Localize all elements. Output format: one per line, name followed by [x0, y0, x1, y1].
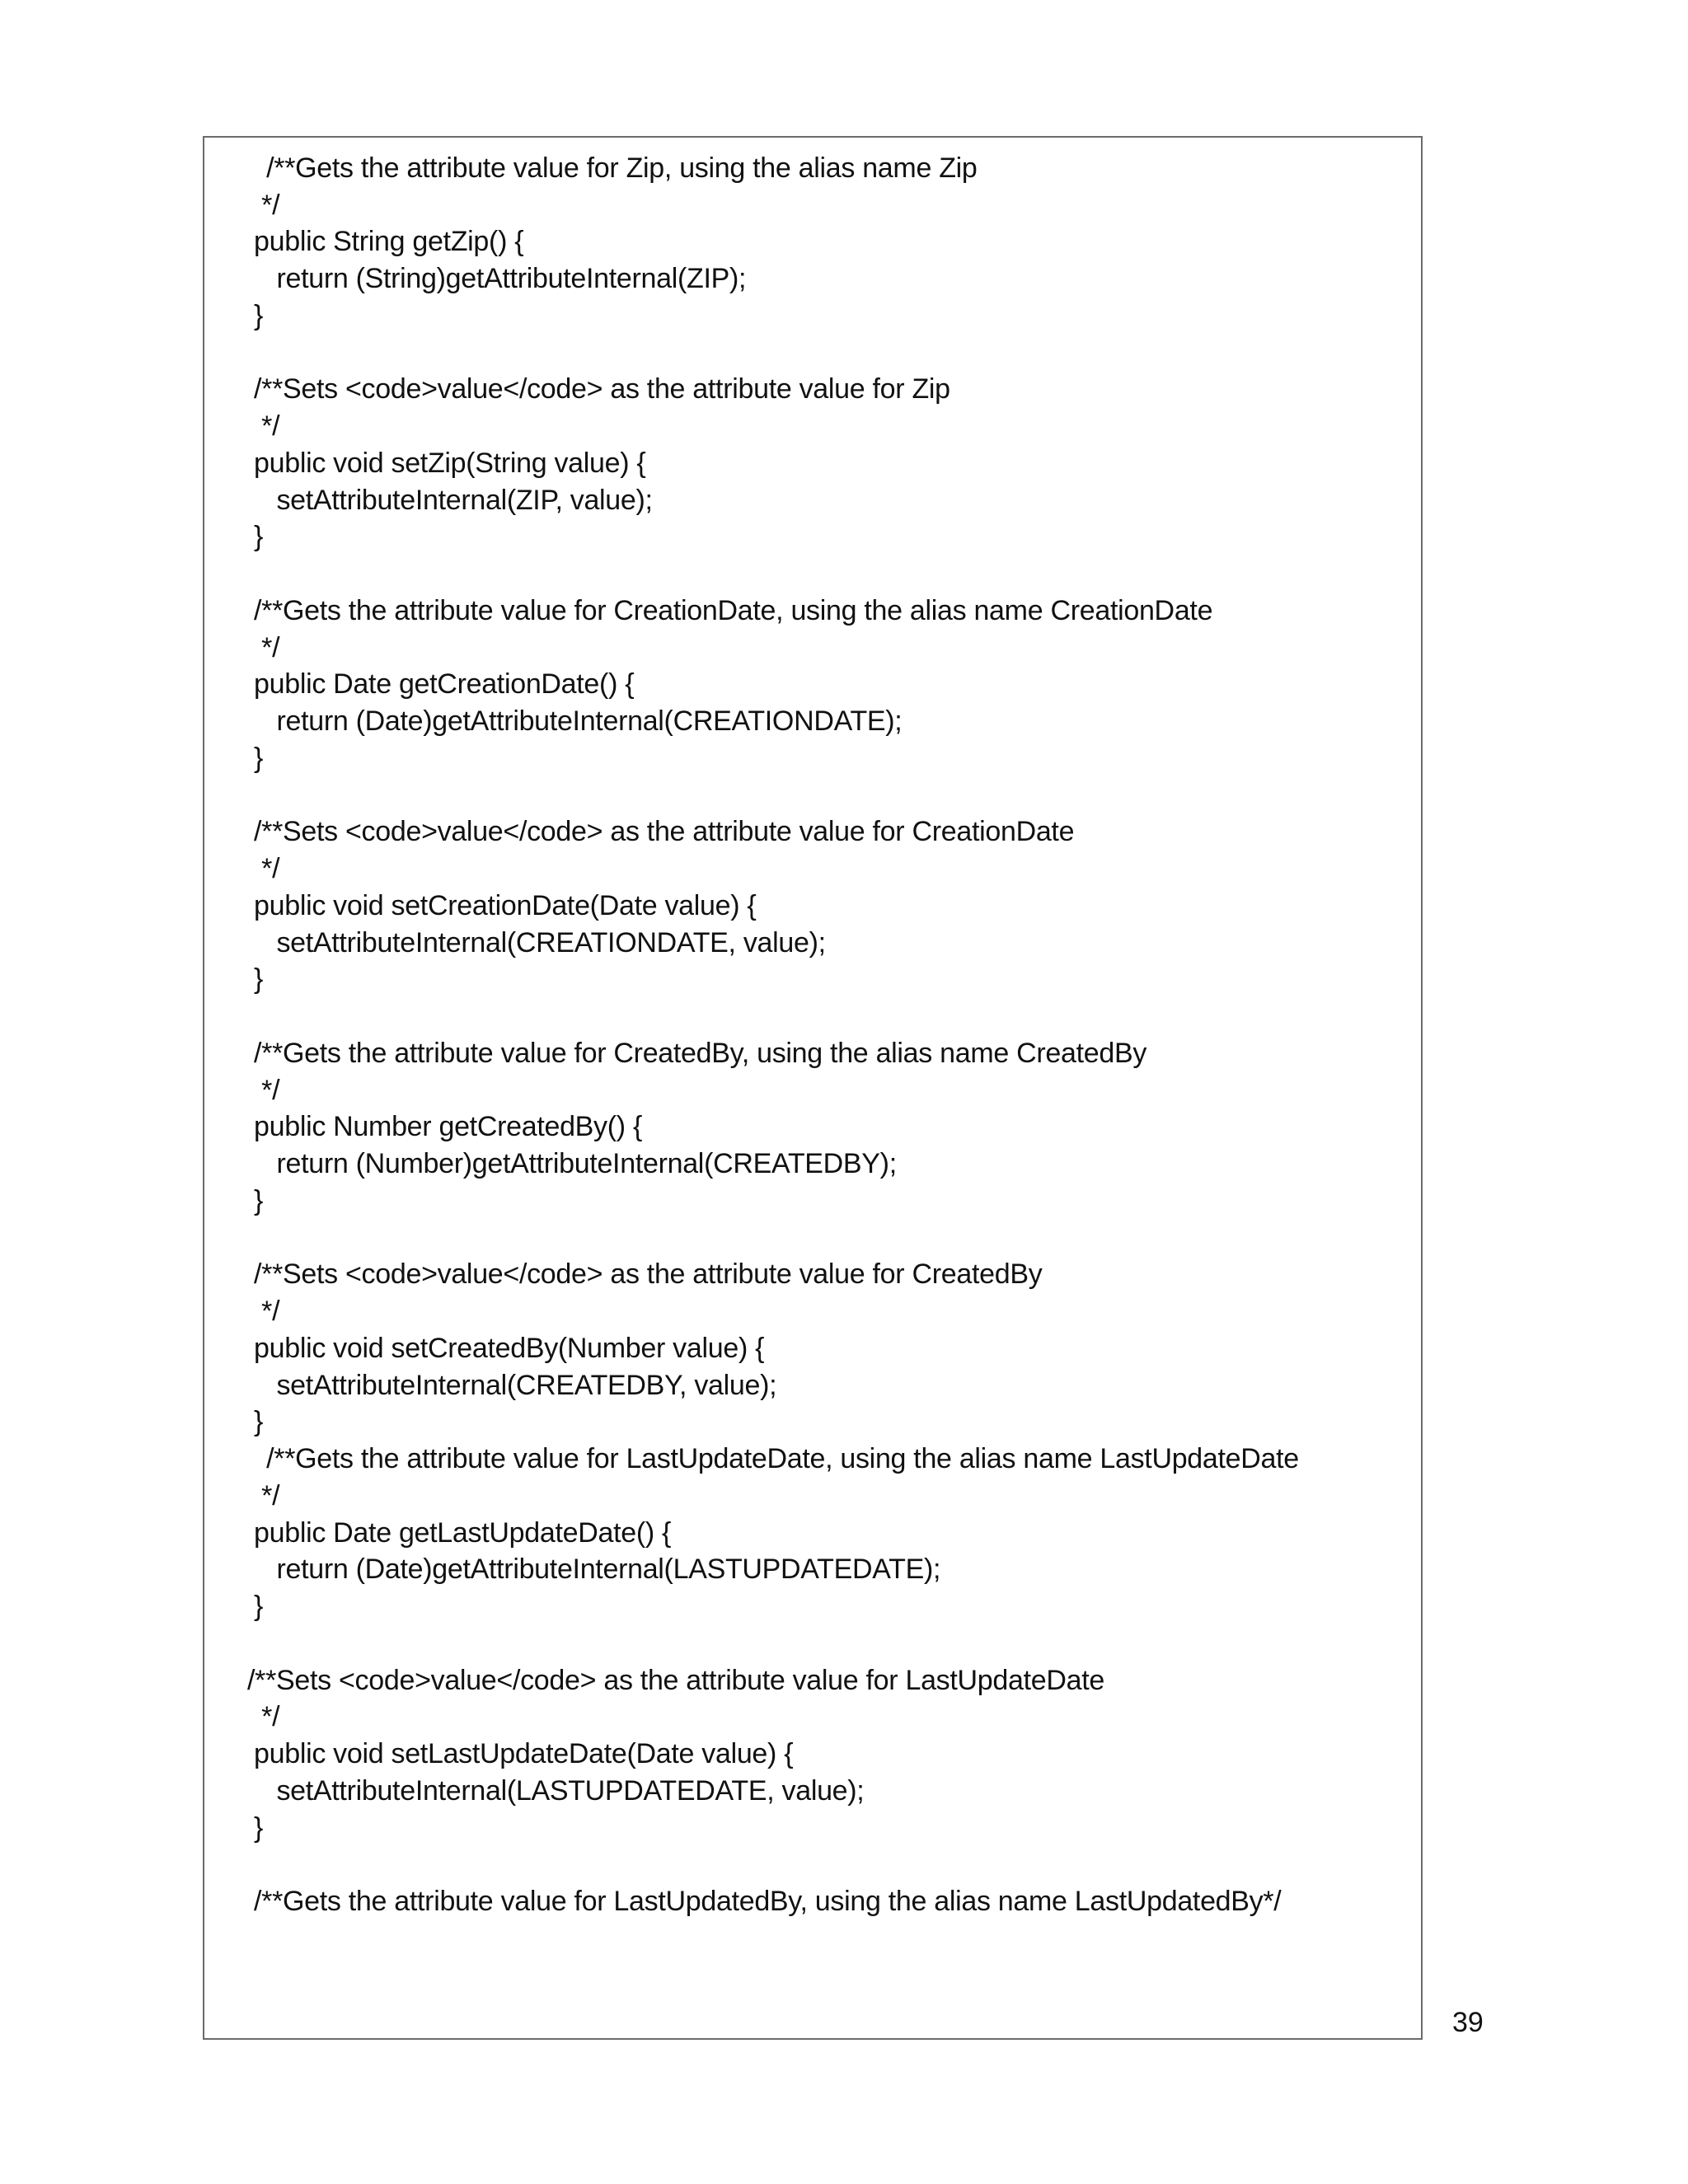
code-line: */	[254, 1296, 280, 1327]
code-line: public Number getCreatedBy() {	[254, 1111, 643, 1142]
code-line: */	[254, 1480, 280, 1511]
code-line: /**Gets the attribute value for LastUpdatedBy, using the alias name LastUpdatedBy*/	[254, 1886, 1282, 1917]
code-line: }	[254, 963, 264, 995]
code-line: public Date getLastUpdateDate() {	[254, 1517, 672, 1549]
code-line: }	[254, 743, 264, 774]
code-line: */	[254, 190, 280, 221]
code-line: */	[254, 1075, 280, 1106]
code-line: /**Sets <code>value</code> as the attribute value for Zip	[254, 373, 950, 405]
code-line: return (Number)getAttributeInternal(CREATEDBY);	[254, 1148, 897, 1179]
code-line: setAttributeInternal(ZIP, value);	[254, 485, 653, 516]
code-line: /**Gets the attribute value for LastUpdateDate, using the alias name LastUpdateDate	[259, 1443, 1299, 1474]
code-line: */	[254, 853, 280, 884]
code-line: */	[254, 410, 280, 442]
code-line: }	[254, 521, 264, 552]
page-number: 39	[1452, 2007, 1484, 2038]
code-line: /**Sets <code>value</code> as the attribute value for LastUpdateDate	[247, 1665, 1104, 1696]
code-line: }	[254, 1406, 264, 1437]
code-line: */	[254, 632, 280, 663]
code-line: setAttributeInternal(CREATEDBY, value);	[254, 1370, 777, 1401]
code-line: public void setZip(String value) {	[254, 448, 646, 479]
code-line: public Date getCreationDate() {	[254, 668, 635, 700]
code-line: }	[254, 1185, 264, 1216]
code-line: }	[254, 1591, 264, 1622]
code-line: setAttributeInternal(LASTUPDATEDATE, value);	[254, 1775, 865, 1807]
code-line: */	[254, 1701, 280, 1732]
code-line: /**Gets the attribute value for CreationDate, using the alias name CreationDate	[254, 595, 1213, 626]
code-line: public void setLastUpdateDate(Date value) {	[254, 1738, 794, 1769]
code-line: /**Sets <code>value</code> as the attribute value for CreationDate	[254, 816, 1075, 847]
code-line: public String getZip() {	[254, 226, 524, 257]
code-line: /**Gets the attribute value for Zip, using the alias name Zip	[259, 152, 978, 184]
code-line: }	[254, 300, 264, 331]
code-listing-box	[203, 136, 1423, 2040]
code-line: return (String)getAttributeInternal(ZIP);	[254, 263, 747, 294]
code-line: /**Sets <code>value</code> as the attribute value for CreatedBy	[254, 1258, 1043, 1290]
code-line: return (Date)getAttributeInternal(CREATIONDATE);	[254, 705, 903, 737]
code-line: }	[254, 1812, 264, 1844]
code-line: public void setCreatedBy(Number value) {	[254, 1333, 765, 1364]
code-line: public void setCreationDate(Date value) {	[254, 890, 757, 921]
code-line: return (Date)getAttributeInternal(LASTUPDATEDATE);	[254, 1554, 941, 1585]
code-line: setAttributeInternal(CREATIONDATE, value);	[254, 927, 826, 958]
code-line: /**Gets the attribute value for CreatedBy, using the alias name CreatedBy	[254, 1038, 1147, 1069]
